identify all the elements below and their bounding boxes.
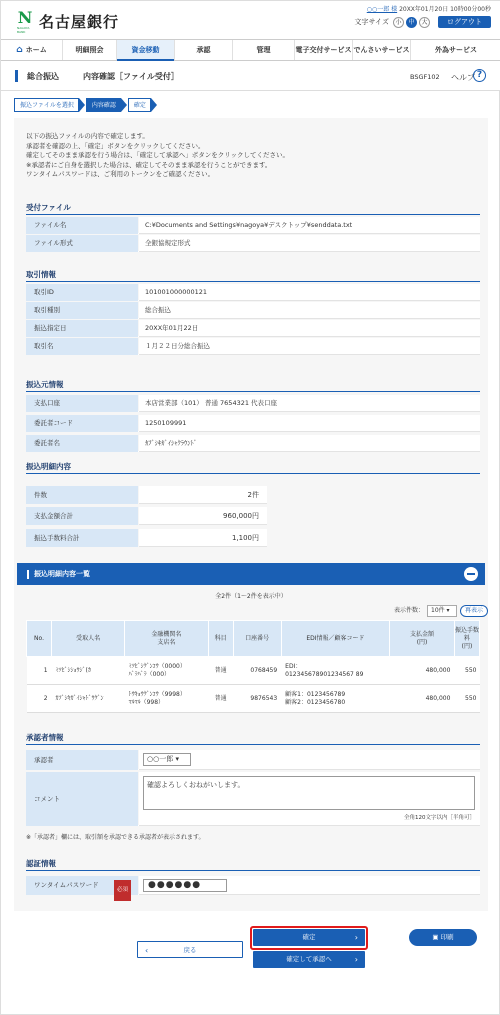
comment-limit: 全角120文字以内［半角可］ <box>404 815 475 821</box>
cell-amount: 480,000 <box>390 657 455 685</box>
cell-fee: 550 <box>454 657 479 685</box>
chevron-right-icon: › <box>354 955 358 964</box>
printer-icon: ▣ <box>432 933 441 941</box>
row-label: 取引種別 <box>26 302 138 319</box>
collapse-icon[interactable] <box>464 567 478 581</box>
redisplay-button[interactable]: 再表示 <box>460 605 488 617</box>
main-panel <box>14 118 488 911</box>
row-value: 2件 <box>139 486 267 504</box>
title-bar <box>1 61 500 91</box>
nav-item-transfer[interactable] <box>117 40 175 60</box>
col-type: 科目 <box>208 621 233 657</box>
button-label: 戻る <box>183 946 197 954</box>
per-page-select[interactable]: 10件 ▾ <box>427 605 457 617</box>
row-value: １月２２日分総合振込 <box>139 338 480 355</box>
intro-line: ※承認者にご自身を選択した場合は、確定してそのまま承認を行うことができます。 <box>26 160 272 169</box>
row-value: 101001000000121 <box>139 284 480 301</box>
detail-table <box>26 620 480 713</box>
consignor-code-row <box>26 415 480 432</box>
bank-logo-mark <box>15 10 35 32</box>
step-select-file: 振込ファイルを選択 <box>14 98 79 112</box>
back-button[interactable] <box>137 941 243 958</box>
header <box>1 1 500 39</box>
row-label: ファイル名 <box>26 217 138 234</box>
count-row <box>26 486 480 504</box>
header-marker <box>27 570 29 579</box>
intro-line: 以下の振込ファイルの内容で確定します。 <box>26 132 149 140</box>
comment-textarea[interactable]: 確認よろしくおねがいします。 <box>143 776 475 810</box>
nav-item-approval[interactable] <box>175 40 233 60</box>
row-label: 振込手数料合計 <box>26 529 138 547</box>
detail-list-title: 振込明細内容一覧 <box>34 570 90 578</box>
per-page-value: 10件 <box>431 607 445 614</box>
cell-edi: 顧客2：0123456780 <box>285 698 346 706</box>
row-value: 20XX年01月22日 <box>139 320 480 337</box>
step-finalize: 確定 <box>128 98 151 112</box>
page-title: 内容確認［ファイル受付］ <box>83 72 179 81</box>
transaction-id-row <box>26 284 480 301</box>
nav-item-management[interactable] <box>233 40 295 60</box>
screen-id: BSGF102 <box>410 73 440 81</box>
table-row <box>27 685 480 713</box>
col-edi: EDI情報／顧客コード <box>281 621 390 657</box>
step-confirm-content: 内容確認 <box>86 98 121 112</box>
summary-section-title: 振込明細内容 <box>26 462 71 471</box>
row-value: 1250109991 <box>139 415 480 432</box>
col-bank: 金融機関名 支店名 <box>125 621 209 657</box>
approver-section-title: 承認者情報 <box>26 733 64 742</box>
required-badge: 必須 <box>114 880 131 901</box>
auth-section-title: 認証情報 <box>26 859 56 868</box>
row-label: 支払金額合計 <box>26 507 138 525</box>
help-link[interactable]: ヘルプ <box>451 73 475 82</box>
approver-row <box>26 750 480 770</box>
per-page-label: 表示件数： <box>394 607 425 614</box>
nav-item-inquiry[interactable] <box>63 40 117 60</box>
section-divider <box>26 391 480 392</box>
section-divider <box>26 744 480 745</box>
row-value: 全銀協規定形式 <box>139 235 480 252</box>
section-divider <box>26 214 480 215</box>
row-value: 本店営業部（101） 普通 7654321 代表口座 <box>139 395 480 412</box>
cell-amount: 480,000 <box>390 685 455 713</box>
row-label: 件数 <box>26 486 138 504</box>
section-divider <box>26 870 480 871</box>
cell-branch: ﾏﾙﾏﾙ（998） <box>128 698 165 706</box>
bank-logo[interactable] <box>15 10 119 32</box>
file-section-title: 受付ファイル <box>26 203 71 212</box>
total-amount-row <box>26 507 480 525</box>
col-payee: 受取人名 <box>52 621 125 657</box>
total-fee-row <box>26 529 480 547</box>
intro-line: 確定してそのまま承認を行う場合は、「確定して承認へ」ボタンをクリックしてください。 <box>26 151 289 159</box>
nav-item-forex[interactable] <box>411 40 500 60</box>
font-size-medium-button[interactable]: 中 <box>406 17 417 28</box>
row-label: 委託者コード <box>26 415 138 432</box>
nav-label: でんさいサービス <box>353 46 410 54</box>
user-info <box>367 4 491 13</box>
cell-type: 普通 <box>208 657 233 685</box>
nav-label: 外為サービス <box>435 46 477 54</box>
cell-branch: ﾊﾞﾗﾊﾞﾗ（000） <box>128 670 171 678</box>
otp-input[interactable]: ●●●●●● <box>143 879 227 892</box>
button-label: 確定して承認へ <box>286 955 332 963</box>
cell-edi: EDI： <box>285 662 302 670</box>
row-value: 総合振込 <box>139 302 480 319</box>
cell-type: 普通 <box>208 685 233 713</box>
table-row <box>27 657 480 685</box>
section-divider <box>26 473 480 474</box>
payment-account-row <box>26 395 480 412</box>
transfer-date-row <box>26 320 480 337</box>
page-category: 総合振込 <box>27 72 59 81</box>
cell-bank: ﾐﾂﾋﾞｼｸﾞﾝｺｳ（0000） <box>128 662 186 670</box>
nav-item-home[interactable] <box>1 40 63 60</box>
col-amount: 支払金額 (円) <box>390 621 455 657</box>
cell-no: 2 <box>27 685 52 713</box>
help-icon[interactable]: ? <box>473 69 486 82</box>
otp-label: ワンタイムパスワード <box>34 881 99 889</box>
row-value: 1,100円 <box>139 529 267 547</box>
detail-list-header[interactable] <box>17 563 485 585</box>
consignor-name-row <box>26 435 480 452</box>
logo-subtext: NAGOYA BANK <box>17 26 30 34</box>
row-label: ファイル形式 <box>26 235 138 252</box>
confirm-button[interactable] <box>253 929 365 946</box>
col-no: No. <box>27 621 52 657</box>
approver-select[interactable]: ○○一郎 ▾ <box>143 753 191 766</box>
font-size-large-button[interactable]: 大 <box>419 17 430 28</box>
nav-label: 電子交付サービス <box>295 46 352 54</box>
chevron-right-icon: › <box>354 933 358 942</box>
cell-edi: 012345678901234567 89 <box>285 670 364 678</box>
cell-fee: 550 <box>454 685 479 713</box>
intro-text <box>26 132 289 180</box>
nav-label: 資金移動 <box>131 46 160 54</box>
global-nav <box>1 39 500 61</box>
transaction-section-title: 取引情報 <box>26 270 56 279</box>
approver-note: ※「承認者」欄には、取引額を承認できる承認者が表示されます。 <box>26 834 205 841</box>
row-label: 委託者名 <box>26 435 138 452</box>
user-name[interactable]: ○○一郎 様 <box>366 6 398 13</box>
cell-edi: 顧客1：0123456789 <box>285 690 346 698</box>
row-label: 支払口座 <box>26 395 138 412</box>
nav-item-edelivery[interactable] <box>295 40 353 60</box>
cell-account: 0768459 <box>233 657 281 685</box>
nav-label: 管理 <box>256 46 271 54</box>
cell-payee: ﾐﾂﾋﾞｼｼｮｳｼﾞ(ｶ <box>52 657 125 685</box>
font-size-small-button[interactable]: 小 <box>393 17 404 28</box>
row-label: 振込指定日 <box>26 320 138 337</box>
col-account: 口座番号 <box>233 621 281 657</box>
cell-payee: ｶﾌﾞｼｷｶﾞｲｼｬﾄﾞｳｸﾞﾝ <box>52 685 125 713</box>
cell-bank: ﾄｳｷｮｳｸﾞﾝｺｳ（9998） <box>128 690 186 698</box>
header-tools <box>355 16 491 28</box>
approver-value: ○○一郎 <box>147 755 174 763</box>
intro-line: ワンタイムパスワードは、ご利用のトークンをご確認ください。 <box>26 170 215 178</box>
row-label: 承認者 <box>26 750 138 770</box>
source-section-title: 振込元情報 <box>26 380 64 389</box>
progress-steps <box>14 98 158 112</box>
row-value: 960,000円 <box>139 507 267 525</box>
file-format-row <box>26 235 480 252</box>
nav-label: ホーム <box>25 46 47 54</box>
nav-item-densai[interactable] <box>353 40 411 60</box>
cell-no: 1 <box>27 657 52 685</box>
row-label <box>26 876 138 895</box>
logo-letter: N <box>17 8 33 27</box>
transaction-name-row <box>26 338 480 355</box>
transaction-type-row <box>26 302 480 319</box>
nav-label: 承認 <box>196 46 211 54</box>
row-label: 取引名 <box>26 338 138 355</box>
row-value: C:¥Documents and Settings¥nagoya¥デスクトップ¥senddata.txt <box>139 217 480 234</box>
table-header-row <box>27 621 480 657</box>
row-label: コメント <box>26 772 138 826</box>
per-page-control <box>394 605 488 617</box>
chevron-left-icon: ‹ <box>145 946 149 955</box>
logout-button[interactable]: ログアウト <box>438 16 491 28</box>
otp-row <box>26 876 480 895</box>
button-label: 確定 <box>302 933 316 941</box>
row-value: ｶﾌﾞｼｷｶﾞｲｼｬｸﾗｳﾝﾄﾞ <box>139 435 480 452</box>
file-name-row <box>26 217 480 234</box>
bank-name: 名古屋銀行 <box>39 12 120 31</box>
font-size-label: 文字サイズ <box>354 18 389 26</box>
last-login: 20XX年01月20日 10時00分00秒 <box>399 6 491 13</box>
title-marker <box>15 70 18 82</box>
intro-line: 承認者を確認の上、「確定」ボタンをクリックしてください。 <box>26 141 205 150</box>
nav-label: 明細照会 <box>75 46 104 54</box>
print-button[interactable] <box>409 929 477 946</box>
home-icon: ⌂ <box>16 45 23 55</box>
cell-account: 9876543 <box>233 685 281 713</box>
button-label: 印刷 <box>440 933 454 941</box>
row-label: 取引ID <box>26 284 138 301</box>
confirm-approve-button[interactable] <box>253 951 365 968</box>
result-count: 全2件（1～2件を表示中） <box>215 593 287 600</box>
col-fee: 振込手数料 (円) <box>454 621 479 657</box>
section-divider <box>26 281 480 282</box>
